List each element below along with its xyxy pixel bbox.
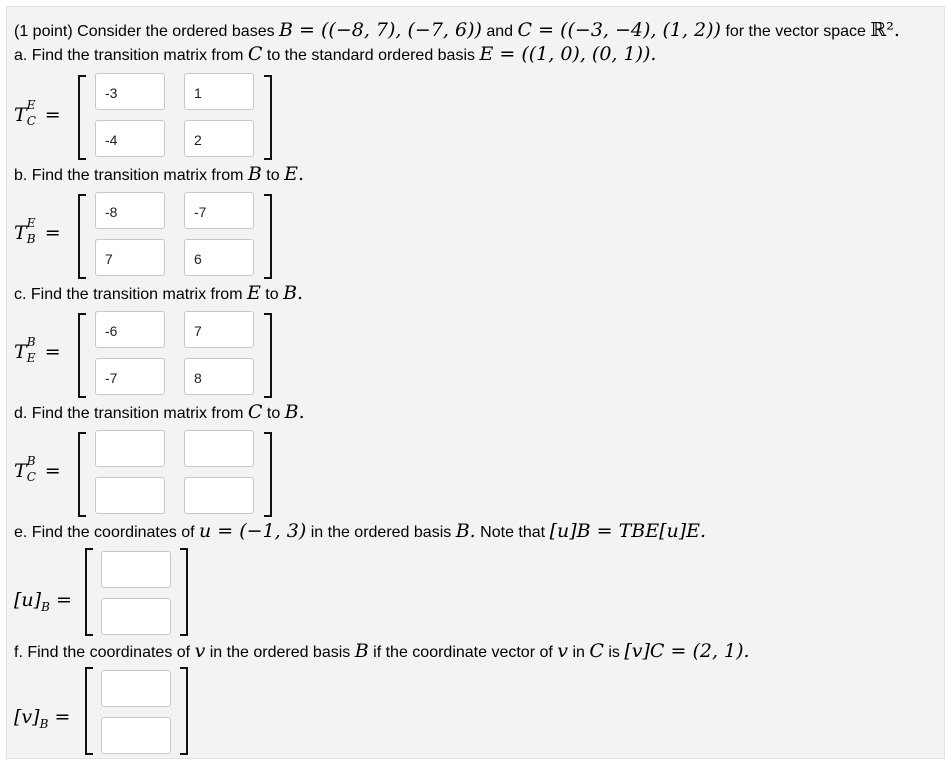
part-c-target: B. [283,282,304,304]
part-a-to-text: to the standard ordered basis [266,47,476,64]
part-a-from: C [247,43,263,65]
part-f-in: in [572,644,585,661]
part-a-text: a. Find the transition matrix from [14,47,244,64]
matrix-b-cell-21[interactable]: 7 [95,239,165,276]
matrix-d-right-bracket [264,432,272,517]
matrix-a-right-bracket [264,75,272,160]
part-f-mid: in the ordered basis [209,644,351,661]
vector-e-cell-2[interactable] [101,598,171,635]
matrix-b-left-bracket [78,194,86,279]
part-e-prompt [14,521,706,543]
part-b-from: B [247,163,262,185]
part-c-from: E [246,282,261,304]
vector-f-label: $[v]_B$ = [14,706,71,731]
matrix-b-label: T E B = [14,216,61,246]
matrix-c-left-bracket [78,313,86,398]
matrix-a-cell-21[interactable]: -4 [95,120,165,157]
part-a-prompt [14,44,656,66]
matrix-d-cell-21[interactable] [95,477,165,514]
part-f-v2: v [557,640,568,662]
space-math: ℝ². [870,19,900,41]
part-f-text: f. Find the coordinates of [14,644,191,661]
vector-e-label: $[u]_B$ = [14,589,72,614]
matrix-c-cell-12[interactable]: 7 [184,311,254,348]
vector-f-left-bracket [85,667,93,755]
matrix-a-cell-11[interactable]: -3 [95,73,165,110]
matrix-d-left-bracket [78,432,86,517]
basis-c-math: C = ((−3, −4), (1, 2)) [517,19,721,41]
part-f-v: v [194,640,206,662]
matrix-b-cell-11[interactable]: -8 [95,192,165,229]
part-b-prompt [14,164,304,186]
part-a-basis: E = ((1, 0), (0, 1)). [479,43,657,65]
matrix-c-label: T B E = [14,335,61,365]
matrix-b-right-bracket [264,194,272,279]
vector-e-cell-1[interactable] [101,551,171,588]
intro-text: (1 point) Consider the ordered bases [14,23,275,40]
matrix-a-label: T E C = [14,98,61,128]
part-d-text: d. Find the transition matrix from [14,405,244,422]
matrix-c-cell-22[interactable]: 8 [184,358,254,395]
matrix-c-right-bracket [264,313,272,398]
part-f-prompt [14,641,750,663]
matrix-a-cell-12[interactable]: 1 [184,73,254,110]
part-e-text: e. Find the coordinates of [14,524,195,541]
and-text: and [486,23,514,40]
part-d-to: to [266,405,281,422]
basis-b-math: B = ((−8, 7), (−7, 6)) [279,19,482,41]
vector-e-left-bracket [85,548,93,636]
matrix-c-cell-11[interactable]: -6 [95,311,165,348]
problem-intro [14,20,900,42]
vector-f-right-bracket [180,667,188,755]
matrix-b-cell-12[interactable]: -7 [184,192,254,229]
matrix-c-cell-21[interactable]: -7 [95,358,165,395]
matrix-d-label: T B C = [14,454,61,484]
part-d-target: B. [284,401,305,423]
part-e-note: Note that [480,524,546,541]
part-c-to: to [265,286,279,303]
part-e-u: u = (−1, 3) [199,520,307,542]
matrix-a-left-bracket [78,75,86,160]
vector-f-cell-1[interactable] [101,670,171,707]
part-e-formula: [u]B = TBE[u]E. [549,520,707,542]
part-f-basis: B [354,640,369,662]
part-f-is: is [608,644,620,661]
space-text: for the vector space [725,23,866,40]
part-e-mid: in the ordered basis [310,524,452,541]
part-b-to: to [266,167,280,184]
part-b-target: E. [284,163,305,185]
part-e-basis: B. [455,520,476,542]
part-f-c: C [589,640,604,662]
part-c-text: c. Find the transition matrix from [14,286,243,303]
matrix-d-cell-12[interactable] [184,430,254,467]
part-f-coord: [v]C = (2, 1). [624,640,750,662]
matrix-d-cell-22[interactable] [184,477,254,514]
part-b-text: b. Find the transition matrix from [14,167,244,184]
part-d-prompt [14,402,305,424]
part-d-from: C [247,401,263,423]
vector-e-right-bracket [180,548,188,636]
matrix-a-cell-22[interactable]: 2 [184,120,254,157]
vector-f-cell-2[interactable] [101,717,171,754]
matrix-b-cell-22[interactable]: 6 [184,239,254,276]
part-f-rest: if the coordinate vector of [373,644,553,661]
part-c-prompt [14,283,303,305]
matrix-d-cell-11[interactable] [95,430,165,467]
